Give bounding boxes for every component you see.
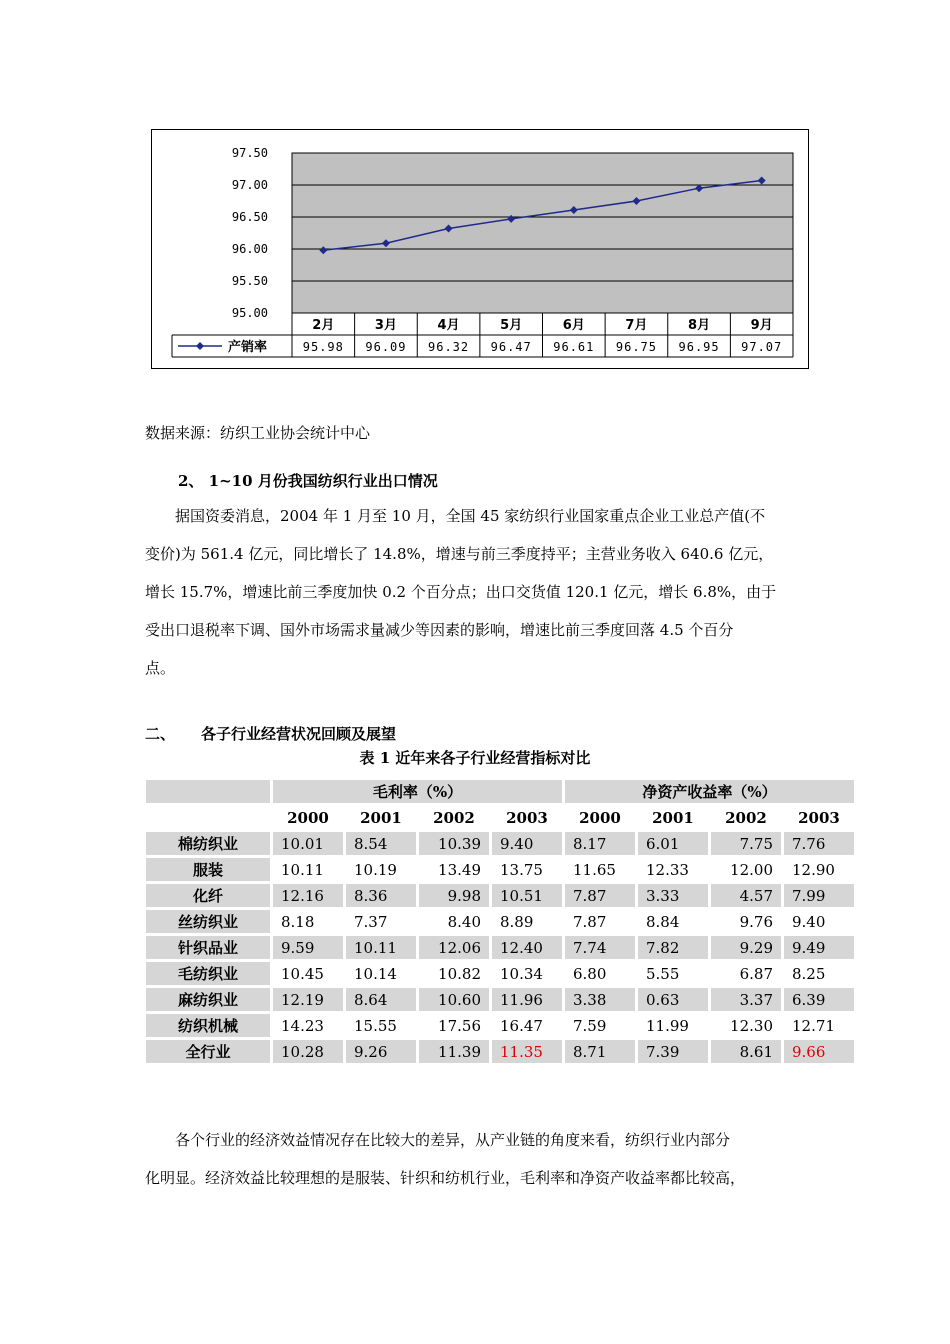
value-cell: 9.40: [784, 910, 854, 933]
value-cell: 11.65: [565, 858, 635, 881]
value-cell: 8.84: [638, 910, 708, 933]
value-cell: 9.49: [784, 936, 854, 959]
value-cell: 9.29: [711, 936, 781, 959]
table-row: [146, 858, 854, 881]
value-cell: 12.06: [419, 936, 489, 959]
value-cell: 7.99: [784, 884, 854, 907]
value-cell: 10.34: [492, 962, 562, 985]
year-header-cell: 2000: [273, 806, 343, 829]
para1-line: 点。: [145, 659, 176, 677]
value-cell: 0.63: [638, 988, 708, 1011]
value-cell: 7.75: [711, 832, 781, 855]
value-cell: 8.61: [711, 1040, 781, 1063]
section-two-title: 各子行业经营状况回顾及展望: [201, 725, 397, 743]
x-category-label: 2月: [312, 318, 335, 333]
value-cell: 4.57: [711, 884, 781, 907]
x-category-label: 8月: [688, 318, 711, 333]
value-cell: 9.59: [273, 936, 343, 959]
row-label: 丝纺织业: [146, 910, 270, 933]
data-table-value: 95.98: [302, 340, 344, 354]
x-category-label: 7月: [625, 318, 648, 333]
value-cell: 12.30: [711, 1014, 781, 1037]
year-header-cell: 2001: [346, 806, 416, 829]
table-row: [146, 1040, 854, 1063]
row-label: 化纤: [146, 884, 270, 907]
value-cell: 8.64: [346, 988, 416, 1011]
value-cell: 12.33: [638, 858, 708, 881]
row-label: 毛纺织业: [146, 962, 270, 985]
value-cell: 11.96: [492, 988, 562, 1011]
value-cell: 10.82: [419, 962, 489, 985]
value-cell: 9.66: [784, 1040, 854, 1063]
value-cell: 9.40: [492, 832, 562, 855]
data-table-value: 96.61: [553, 340, 595, 354]
value-cell: 10.11: [346, 936, 416, 959]
year-header-cell: 2001: [638, 806, 708, 829]
value-cell: 8.54: [346, 832, 416, 855]
plot-area: [292, 153, 793, 313]
value-cell: 10.39: [419, 832, 489, 855]
para1-line: 变价)为 561.4 亿元，同比增长了 14.8%，增速与前三季度持平；主营业务收入 640.6 亿元，: [145, 545, 774, 563]
legend-marker: [196, 342, 204, 350]
y-tick-label: 96.00: [231, 242, 268, 256]
row-label: 针织品业: [146, 936, 270, 959]
value-cell: 7.87: [565, 884, 635, 907]
table-row: [146, 910, 854, 933]
table-header-row: [146, 780, 854, 803]
value-cell: 12.16: [273, 884, 343, 907]
paragraph-export: [145, 497, 811, 687]
industry-indicators-table: [143, 777, 857, 1066]
section-two-number: 二、: [145, 725, 176, 743]
para2-line: 化明显。经济效益比较理想的是服装、针织和纺机行业，毛利率和净资产收益率都比较高，: [145, 1169, 746, 1187]
value-cell: 8.25: [784, 962, 854, 985]
value-cell: 7.59: [565, 1014, 635, 1037]
x-category-label: 4月: [437, 318, 460, 333]
value-cell: 10.11: [273, 858, 343, 881]
value-cell: 8.18: [273, 910, 343, 933]
row-label: 纺织机械: [146, 1014, 270, 1037]
table-row: [146, 936, 854, 959]
value-cell: 10.60: [419, 988, 489, 1011]
value-cell: 7.82: [638, 936, 708, 959]
paragraph-analysis: [145, 1121, 811, 1197]
value-cell: 7.74: [565, 936, 635, 959]
value-cell: 9.98: [419, 884, 489, 907]
value-cell: 8.89: [492, 910, 562, 933]
data-table-value: 96.95: [678, 340, 720, 354]
value-cell: 12.71: [784, 1014, 854, 1037]
production-sales-rate-chart: [151, 129, 809, 369]
value-cell: 7.76: [784, 832, 854, 855]
y-tick-label: 97.50: [231, 146, 268, 160]
source-note: 数据来源：纺织工业协会统计中心: [145, 424, 371, 442]
value-cell: 10.45: [273, 962, 343, 985]
x-category-label: 3月: [374, 318, 397, 333]
value-cell: 12.90: [784, 858, 854, 881]
value-cell: 10.01: [273, 832, 343, 855]
data-table-value: 96.47: [490, 340, 532, 354]
table-row: [146, 884, 854, 907]
value-cell: 7.87: [565, 910, 635, 933]
table-year-corner-cell: [146, 806, 270, 829]
value-cell: 13.49: [419, 858, 489, 881]
value-cell: 5.55: [638, 962, 708, 985]
row-label: 棉纺织业: [146, 832, 270, 855]
value-cell: 14.23: [273, 1014, 343, 1037]
value-cell: 13.75: [492, 858, 562, 881]
value-cell: 10.19: [346, 858, 416, 881]
table-row: [146, 832, 854, 855]
y-tick-label: 95.50: [231, 274, 268, 288]
section-2-heading: 2、 1~10 月份我国纺织行业出口情况: [178, 472, 438, 490]
value-cell: 11.35: [492, 1040, 562, 1063]
value-cell: 12.40: [492, 936, 562, 959]
data-table-value: 96.09: [365, 340, 407, 354]
table-title: 表 1 近年来各子行业经营指标对比: [359, 749, 591, 767]
value-cell: 6.39: [784, 988, 854, 1011]
value-cell: 9.76: [711, 910, 781, 933]
para1-line: 增长 15.7%，增速比前三季度加快 0.2 个百分点；出口交货值 120.1 亿元，增长 6.8%，由于: [145, 583, 777, 601]
x-category-label: 6月: [562, 318, 585, 333]
table-year-row: [146, 806, 854, 829]
value-cell: 10.28: [273, 1040, 343, 1063]
value-cell: 11.39: [419, 1040, 489, 1063]
chart-svg: [152, 130, 808, 368]
table-corner-cell: [146, 780, 270, 803]
data-table-value: 96.32: [428, 340, 470, 354]
value-cell: 12.00: [711, 858, 781, 881]
row-label: 服装: [146, 858, 270, 881]
row-label: 麻纺织业: [146, 988, 270, 1011]
legend-label: 产销率: [228, 340, 268, 355]
y-tick-label: 96.50: [231, 210, 268, 224]
value-cell: 9.26: [346, 1040, 416, 1063]
year-header-cell: 2003: [784, 806, 854, 829]
value-cell: 7.39: [638, 1040, 708, 1063]
value-cell: 3.38: [565, 988, 635, 1011]
value-cell: 8.17: [565, 832, 635, 855]
table-row: [146, 1014, 854, 1037]
year-header-cell: 2003: [492, 806, 562, 829]
table-row: [146, 988, 854, 1011]
value-cell: 16.47: [492, 1014, 562, 1037]
value-cell: 6.01: [638, 832, 708, 855]
value-cell: 8.40: [419, 910, 489, 933]
group-header-roe: 净资产收益率（%）: [565, 780, 854, 803]
value-cell: 7.37: [346, 910, 416, 933]
data-table-value: 97.07: [741, 340, 783, 354]
value-cell: 6.87: [711, 962, 781, 985]
x-category-label: 9月: [750, 318, 773, 333]
value-cell: 3.37: [711, 988, 781, 1011]
para1-line: 受出口退税率下调、国外市场需求量减少等因素的影响，增速比前三季度回落 4.5 个百分: [145, 621, 734, 639]
year-header-cell: 2002: [419, 806, 489, 829]
para1-line: 据国资委消息，2004 年 1 月至 10 月，全国 45 家纺织行业国家重点企业工业总产值(不: [175, 507, 766, 525]
y-tick-label: 95.00: [231, 306, 268, 320]
group-header-gross-margin: 毛利率（%）: [273, 780, 562, 803]
para2-line: 各个行业的经济效益情况存在比较大的差异，从产业链的角度来看，纺织行业内部分: [175, 1131, 731, 1149]
year-header-cell: 2002: [711, 806, 781, 829]
year-header-cell: 2000: [565, 806, 635, 829]
value-cell: 3.33: [638, 884, 708, 907]
value-cell: 8.71: [565, 1040, 635, 1063]
value-cell: 10.51: [492, 884, 562, 907]
value-cell: 8.36: [346, 884, 416, 907]
table-row: [146, 962, 854, 985]
value-cell: 10.14: [346, 962, 416, 985]
value-cell: 15.55: [346, 1014, 416, 1037]
value-cell: 12.19: [273, 988, 343, 1011]
value-cell: 11.99: [638, 1014, 708, 1037]
value-cell: 17.56: [419, 1014, 489, 1037]
y-tick-label: 97.00: [231, 178, 268, 192]
data-table-value: 96.75: [615, 340, 657, 354]
x-category-label: 5月: [500, 318, 523, 333]
value-cell: 6.80: [565, 962, 635, 985]
row-label: 全行业: [146, 1040, 270, 1063]
